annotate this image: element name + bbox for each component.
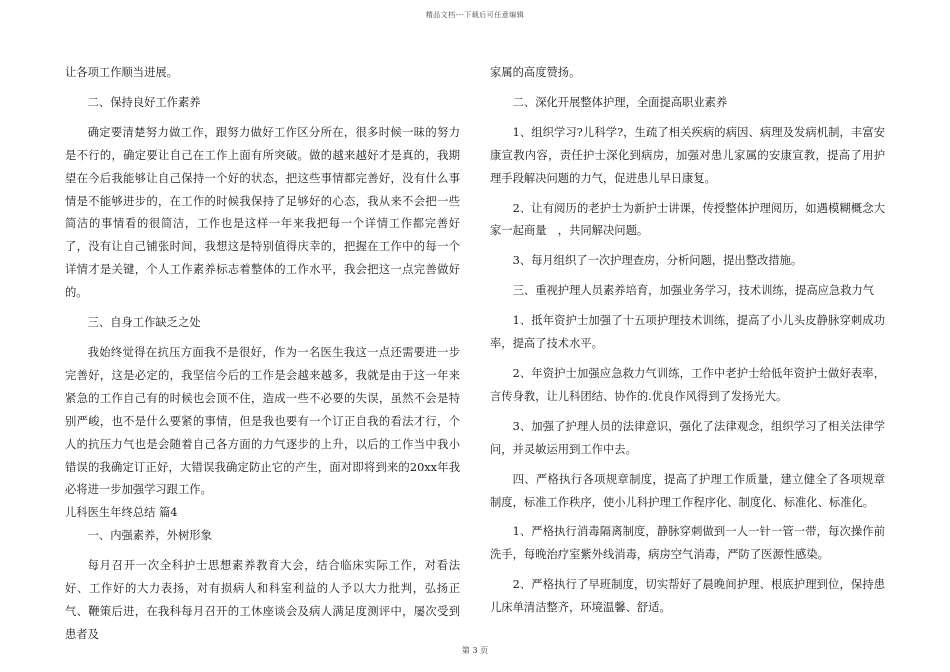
paragraph: 确定要清楚努力做工作，跟努力做好工作区分所在，很多时候一昧的努力是不行的，确定要让自己在工作上面有所突破。做的越来越好才是真的，我期望在今后我能够让自己保持一个好的状态，把这些事情都完善好，没有什么事情是不能够进步的，在工作的时候我保持了足够好的心态，我从来不会把一些简洁的事情看的很简洁，工作也是这样一年来我把每一个详情工作都完善好了，没有让自己铺张时间，我想这是特别值得庆幸的，把握在工作中的每一个详情才是关键，个人工作素养标志着整体的工作水平，我会把这一点完善做好的。 <box>65 125 460 300</box>
paragraph: 儿科医生年终总结 篇4 <box>65 506 178 520</box>
paragraph: 四、严格执行各项规章制度，提高了护理工作质量，建立健全了各项规章制度，标准工作秩序，使小儿科护理工作程序化、制度化、标准化、标准化。 <box>490 472 885 509</box>
paragraph: 3、加强了护理人员的法律意识，强化了法律观念，组织学习了相关法律学问，并灵敏运用到工作中去。 <box>490 419 885 456</box>
paragraph: 每月召开一次全科护士思想素养教育大会，结合临床实际工作，对看法好、工作好的大力表扬，对有损病人和科室利益的人予以大力批判，弘扬正气、鞭策后进，在我科每月召开的工休座谈会及病人满足度测评中，屡次受到患者及 <box>65 559 460 641</box>
paragraph: 2、严格执行了早班制度，切实帮好了晨晚间护理、根底护理到位，保持患儿床单清洁整齐，环境温馨、舒适。 <box>490 578 885 615</box>
page-number: 第 3 页 <box>461 646 489 655</box>
paragraph: 一、内强素养，外树形象 <box>87 529 212 543</box>
paragraph: 2、年资护士加强应急救力气训练，工作中老护士给低年资护士做好表率，言传身教，让儿科团结、协作的.优良作风得到了发扬光大。 <box>490 366 885 403</box>
page-header: 精品文档---下载后可任意编辑 <box>425 11 525 19</box>
paragraph: 1、组织学习?儿科学?，生疏了相关疾病的病因、病理及发病机制，丰富安康宣教内容，责任护士深化到病房，加强对患儿家属的安康宣教，提高了用护理手段解决问题的力气，促进患儿早日康复。 <box>490 125 885 185</box>
paragraph: 三、重视护理人员素养培育，加强业务学习，技术训练，提高应急救力气 <box>512 284 875 298</box>
right-column <box>490 62 885 620</box>
paragraph: 三、自身工作缺乏之处 <box>87 316 201 330</box>
paragraph: 2、让有阅历的老护士为新护士讲课，传授整体护理阅历，如遇模糊概念大家一起商量 ，共同解决问题。 <box>490 201 885 238</box>
paragraph: 让各项工作顺当进展。 <box>65 66 178 79</box>
paragraph: 我始终觉得在抗压方面我不是很好，作为一名医生我这一点还需要进一步完善好，这是必定的，我坚信今后的工作是会越来越多，我就是由于这一年来紧急的工作自己有的时候也会顶不住，造成一些不必要的失误，虽然不会是特别严峻，也不是什么要紧的事情，但是我也要有一个订正自我的看法才行，个人的抗压力气也是会随着自己各方面的力气逐步的上升，以后的工作当中我小错误的我确定订正好，大错误我确定防止它的产生，面对即将到来的20xx年我必将进一步加强学习跟工作。 <box>65 345 460 497</box>
paragraph: 1、严格执行消毒隔离制度，静脉穿刺做到一人一针一管一带，每次操作前洗手，每晚治疗室紫外线消毒，病房空气消毒，严防了医源性感染。 <box>490 525 885 562</box>
paragraph: 二、深化开展整体护理，全面提高职业素养 <box>512 95 728 109</box>
paragraph: 3、每月组织了一次护理查房，分析问题，提出整改措施。 <box>512 254 803 268</box>
paragraph: 家属的高度赞扬。 <box>490 66 581 79</box>
left-column <box>65 62 460 647</box>
paragraph: 1、抵年资护士加强了十五项护理技术训练，提高了小儿头皮静脉穿刺成功率，提高了技术水平。 <box>490 314 885 351</box>
paragraph: 二、保持良好工作素养 <box>87 95 201 109</box>
